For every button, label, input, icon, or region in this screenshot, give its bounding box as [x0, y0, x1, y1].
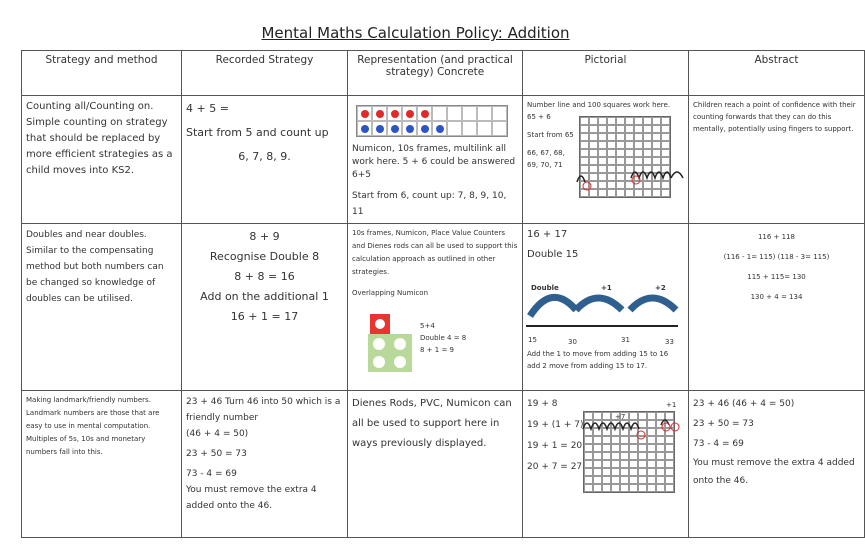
- strategy-cell: Making landmark/friendly numbers. Landmark numbers are those that are easy to use in mental computation. Multiples of 5s, 10s and monetary numbers fall into this.: [22, 391, 182, 538]
- number-line-label: 33: [665, 338, 674, 346]
- recorded-line: 8 + 8 = 16: [234, 270, 295, 283]
- abstract-line: 115 + 115= 130: [747, 273, 806, 281]
- header-pictorial: Pictorial: [523, 51, 689, 96]
- pictorial-line: 19 + 1 = 20: [527, 441, 583, 451]
- abstract-line: You must remove the extra 4 added onto the 46.: [693, 458, 855, 486]
- recorded-line: 6, 7, 8, 9.: [238, 150, 291, 163]
- tens-frame: [356, 105, 508, 137]
- recorded-line: 23 + 50 = 73: [186, 449, 247, 459]
- jump-label: +1: [666, 401, 677, 409]
- concrete-cell: [348, 224, 523, 391]
- abstract-line: 73 - 4 = 69: [693, 439, 744, 449]
- page-title: Mental Maths Calculation Policy: Addition: [261, 24, 570, 42]
- pictorial-line: 19 + (1 + 7): [527, 420, 584, 430]
- numicon-line: Double 4 = 8: [420, 334, 467, 342]
- numicon-line: 5+4: [420, 322, 435, 330]
- number-line-label: 30: [568, 338, 577, 346]
- abstract-cell: [689, 224, 865, 391]
- recorded-line: Add on the additional 1: [200, 290, 329, 303]
- abstract-line: 23 + 50 = 73: [693, 419, 754, 429]
- recorded-line: (46 + 4 = 50): [186, 429, 249, 439]
- jump-label: Double: [531, 284, 559, 292]
- pictorial-text: Number line and 100 squares work here.: [527, 101, 671, 109]
- numicon-line: 8 + 1 = 9: [420, 346, 454, 354]
- recorded-cell: [182, 391, 348, 538]
- concrete-text: 10s frames, Numicon, Place Value Counters and Dienes rods can all be used to support this calculation approach as outlined in other strategies.: [352, 229, 518, 276]
- recorded-line: 23 + 46 Turn 46 into 50 which is a friendly number: [186, 397, 341, 423]
- pictorial-text: Start from 65: [527, 131, 574, 139]
- recorded-line: 73 - 4 = 69: [186, 469, 237, 479]
- recorded-line: You must remove the extra 4 added onto the 46.: [186, 485, 317, 511]
- jump-label: +1: [601, 284, 612, 292]
- concrete-label: Overlapping Numicon: [352, 289, 429, 297]
- pictorial-text: 66, 67, 68, 69, 70, 71: [527, 149, 565, 169]
- header-row: [22, 51, 865, 96]
- pictorial-cell: [523, 224, 689, 391]
- concrete-text: Start from 6, count up: 7, 8, 9, 10, 11: [352, 191, 507, 217]
- table-row: [22, 224, 865, 391]
- pictorial-line: 19 + 8: [527, 399, 558, 409]
- table-row: [22, 391, 865, 538]
- header-strategy: Strategy and method: [22, 51, 182, 96]
- pictorial-text: 16 + 17: [527, 229, 568, 240]
- recorded-line: 16 + 1 = 17: [230, 310, 299, 323]
- recorded-line: Recognise Double 8: [209, 250, 320, 263]
- recorded-cell: [182, 96, 348, 224]
- concrete-cell: Dienes Rods, PVC, Numicon can all be used to support here in ways previously displayed.: [348, 391, 523, 538]
- jump-label: +2: [655, 284, 666, 292]
- pictorial-cell: [523, 96, 689, 224]
- table-row: [22, 96, 865, 224]
- abstract-line: (116 - 1= 115) (118 - 3= 115): [723, 253, 830, 261]
- pictorial-cell: [523, 391, 689, 538]
- header-concrete: Representation (and practical strategy) Concrete: [348, 51, 523, 96]
- abstract-line: 130 + 4 = 134: [750, 293, 803, 301]
- abstract-cell: Children reach a point of confidence with their counting forwards that they can do this mentally, potentially using fingers to support.: [689, 96, 865, 224]
- numicon-picture: [368, 312, 412, 372]
- number-line-label: 15: [528, 336, 537, 344]
- policy-table: [21, 50, 865, 538]
- strategy-cell: Doubles and near doubles. Similar to the compensating method but both numbers can be changed so knowledge of doubles can be utilised.: [22, 224, 182, 391]
- recorded-line: Start from 5 and count up: [186, 126, 329, 139]
- recorded-line: 4 + 5 =: [186, 102, 229, 115]
- pictorial-text: 65 + 6: [527, 113, 551, 121]
- abstract-line: 23 + 46 (46 + 4 = 50): [693, 399, 795, 409]
- abstract-cell: [689, 391, 865, 538]
- concrete-text: Numicon, 10s frames, multilink all work here. 5 + 6 could be answered 6+5: [352, 144, 516, 180]
- abstract-line: 116 + 118: [757, 233, 796, 241]
- concrete-cell: [348, 96, 523, 224]
- jump-arrows: [581, 415, 681, 439]
- pictorial-text: Double 15: [527, 249, 579, 260]
- recorded-line: 8 + 9: [249, 230, 280, 243]
- number-line-label: 31: [621, 336, 630, 344]
- jump-label: +7: [615, 413, 626, 421]
- recorded-cell: [182, 224, 348, 391]
- header-abstract: Abstract: [689, 51, 865, 96]
- jump-arrows: [573, 164, 683, 188]
- pictorial-note: Add the 1 to move from adding 15 to 16 add 2 move from adding 15 to 17.: [527, 350, 669, 370]
- header-recorded: Recorded Strategy: [182, 51, 348, 96]
- strategy-cell: Counting all/Counting on. Simple counting on strategy that should be replaced by more efficient strategies as a child moves into KS2.: [22, 96, 182, 224]
- pictorial-line: 20 + 7 = 27: [527, 462, 583, 472]
